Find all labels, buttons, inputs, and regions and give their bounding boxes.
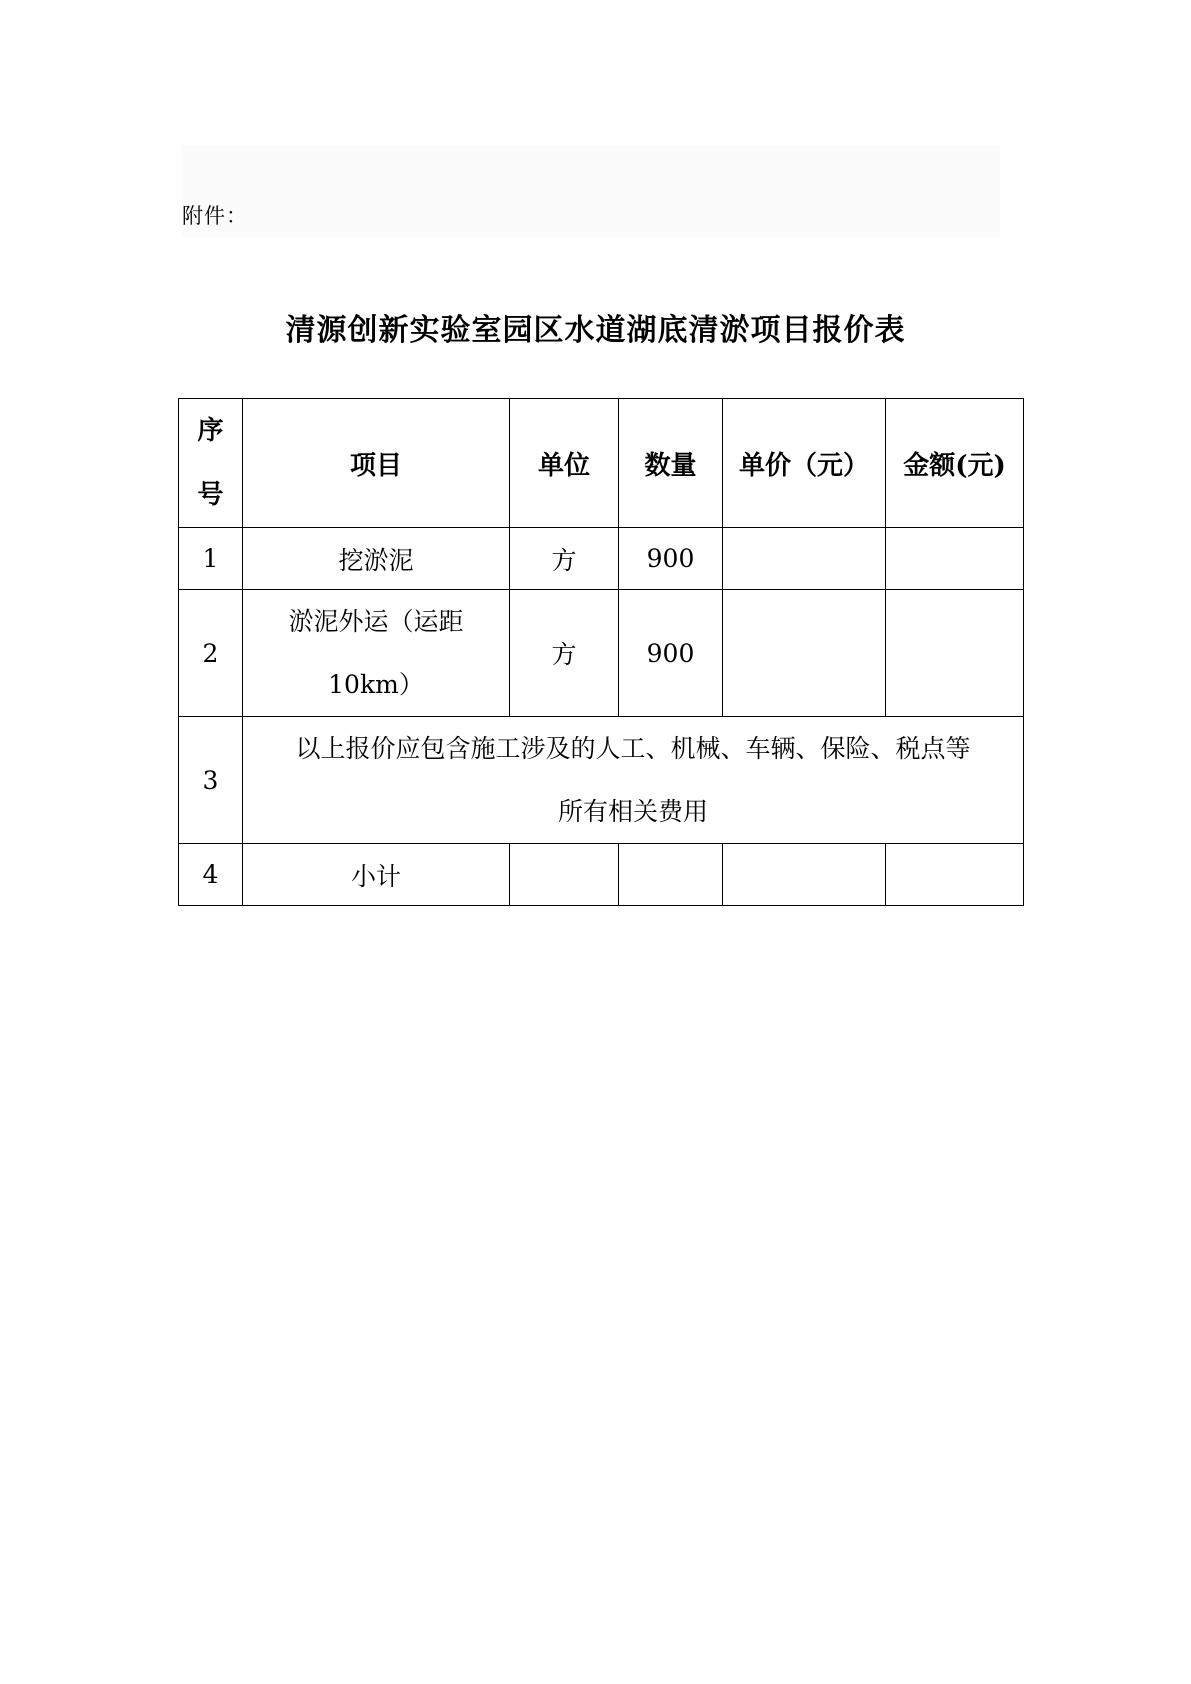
cell-unit: 方 — [510, 590, 619, 717]
header-seq — [179, 399, 243, 528]
cell-unit-price — [723, 590, 886, 717]
cell-item — [243, 590, 510, 717]
cell-quantity — [619, 844, 723, 906]
attachment-label: 附件： — [182, 204, 248, 228]
header-seq-line1: 序 — [197, 416, 224, 446]
table-row — [179, 717, 1024, 844]
header-item: 项目 — [243, 399, 510, 528]
cell-amount — [886, 590, 1024, 717]
cell-seq: 1 — [179, 528, 243, 590]
cell-amount — [886, 528, 1024, 590]
attachment-header-band — [182, 145, 1000, 237]
header-amount: 金额(元) — [886, 399, 1024, 528]
cell-unit-price — [723, 528, 886, 590]
cell-item-line2: 10km） — [328, 670, 424, 699]
header-quantity: 数量 — [619, 399, 723, 528]
cell-amount — [886, 844, 1024, 906]
cell-quantity: 900 — [619, 528, 723, 590]
cell-note-line2: 所有相关费用 — [557, 797, 708, 826]
cell-item-line1: 淤泥外运（运距 — [288, 607, 464, 636]
header-unit: 单位 — [510, 399, 619, 528]
header-seq-line2: 号 — [197, 480, 224, 510]
cell-seq: 3 — [179, 717, 243, 844]
cell-quantity: 900 — [619, 590, 723, 717]
cell-note — [243, 717, 1024, 844]
header-unit-price: 单价（元） — [723, 399, 886, 528]
table-row — [179, 528, 1024, 590]
cell-item: 挖淤泥 — [243, 528, 510, 590]
cell-unit-price — [723, 844, 886, 906]
table-row — [179, 590, 1024, 717]
table-header-row — [179, 399, 1024, 528]
quotation-table — [178, 398, 1024, 906]
cell-unit: 方 — [510, 528, 619, 590]
cell-unit — [510, 844, 619, 906]
document-title: 清源创新实验室园区水道湖底清淤项目报价表 — [285, 313, 906, 348]
table-row — [179, 844, 1024, 906]
cell-seq: 4 — [179, 844, 243, 906]
cell-note-line1: 以上报价应包含施工涉及的人工、机械、车辆、保险、税点等 — [295, 734, 971, 763]
cell-item: 小计 — [243, 844, 510, 906]
cell-seq: 2 — [179, 590, 243, 717]
